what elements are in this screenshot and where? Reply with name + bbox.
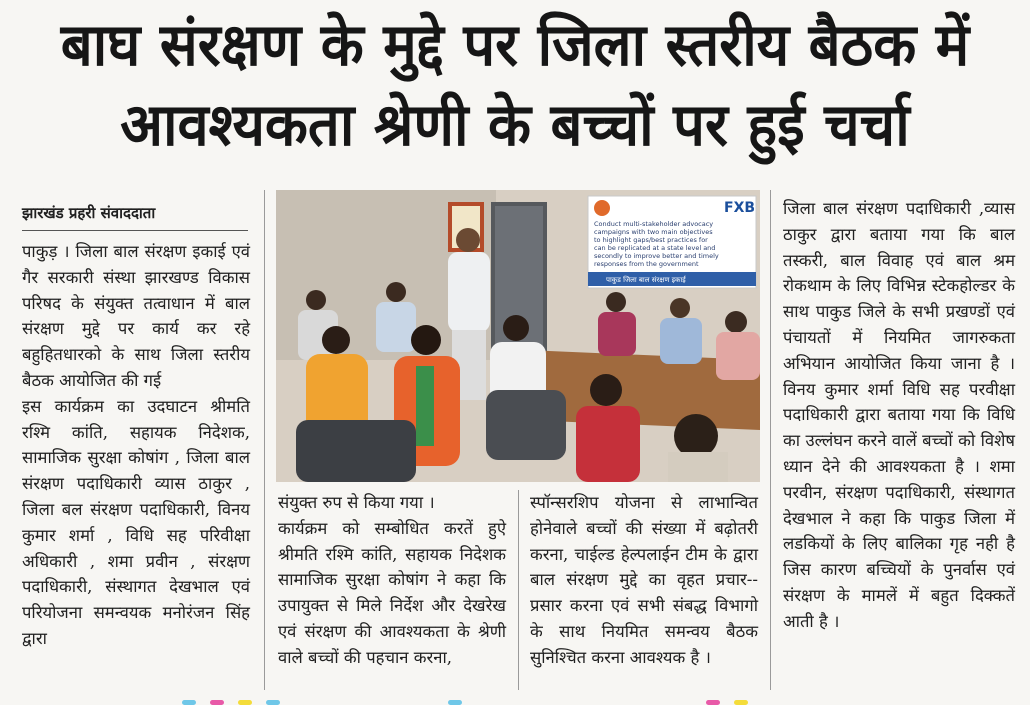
registration-mark <box>210 700 224 705</box>
article-column-2 <box>278 490 506 671</box>
meeting-photo-illustration <box>276 190 760 482</box>
registration-mark <box>706 700 720 705</box>
column-divider <box>770 190 771 690</box>
paragraph: संयुक्त रुप से किया गया । <box>278 493 435 512</box>
registration-mark <box>182 700 196 705</box>
registration-mark <box>734 700 748 705</box>
column-divider <box>518 490 519 690</box>
registration-mark <box>238 700 252 705</box>
column-divider <box>264 190 265 690</box>
paragraph: स्पॉन्सरशिप योजना से लाभान्वित होनेवाले बच्चों की संख्या में बढ़ोतरी करना, चाईल्ड हेल्पलाईन टीम के द्वारा बाल संरक्षण मुद्दे का वृहत प्रचार--प्रसार करना एवं सभी संबद्ध विभागो के साथ नियमित समन्वय बैठक सुनिश्चित करना आवश्यक है । <box>530 493 758 667</box>
headline-line-2: आवश्यकता श्रेणी के बच्चों पर हुई चर्चा <box>120 91 910 160</box>
banner-text-line: responses from the government <box>594 260 699 268</box>
registration-mark <box>448 700 462 705</box>
registration-mark <box>266 700 280 705</box>
headline <box>0 6 1030 166</box>
banner-text-line: campaigns with two main objectives <box>594 228 713 236</box>
paragraph: पाकुड़ । जिला बाल संरक्षण इकाई एवं गैर सरकारी संस्था झारखण्ड विकास परिषद के संयुक्त तत्वाधान में बाल संरक्षण मुद्दे पर कार्य कर रहे बहुहितधारको के साथ जिला स्तरीय बैठक आयोजित की गई <box>22 242 250 390</box>
banner-text-line: to highlight gaps/best practices for <box>594 236 708 244</box>
banner-text-line: Conduct multi-stakeholder advocacy <box>594 220 714 228</box>
paragraph: कार्यक्रम को सम्बोधित करतें हुऐ श्रीमति रश्मि कांति, सहायक निदेशक सामाजिक सुरक्षा कोषांग ने कहा कि उपायुक्त से मिले निर्देश और देखरेख एवं संरक्षण की आवश्यकता के श्रेणी वाले बच्चों की पहचान करना, <box>278 518 506 667</box>
paragraph: इस कार्यक्रम का उदघाटन श्रीमति रश्मि कांति, सहायक निदेशक, सामाजिक सुरक्षा कोषांग , जिला बाल संरक्षण पदाधिकारी व्यास ठाकुर , जिला बल संरक्षण पदाधिकारी, विनय कुमार शर्मा , विधि सह परिवीक्षा अधिकारी , शमा प्रवीन , संरक्षण पदाधिकारी, संस्थागत देखभाल एवं परियोजना समन्वयक मनोरंजन सिंह द्वारा <box>22 396 250 648</box>
paragraph: जिला बाल संरक्षण पदाधिकारी ,व्यास ठाकुर द्वारा बताया गया कि बाल तस्करी, बाल विवाह एवं बाल श्रम रोकथाम के लिए विभिन्न स्टेकहोल्डर के साथ पाकुड जिले के सभी प्रखण्डों एवं पंचायतों में नियमित जागरुकता अभियान आयोजित किया जाना है । विनय कुमार शर्मा विधि सह परवीक्षा पदाधिकारी द्वारा बताया गया कि विधि का उल्लंघन करने वालें बच्चों को विशेष ध्यान देने की आवश्यकता है । शमा परवीन, संरक्षण पदाधिकारी, संस्थागत देखभाल ने कहा कि पाकुड जिला में लडकियों के लिए बालिका गृह नही है जिस कारण बच्चियों के पुनर्वास एवं संरक्षण के मामलें में बहुत दिक्कतें आती है । <box>783 199 1015 631</box>
headline-line-1: बाघ संरक्षण के मुद्दे पर जिला स्तरीय बैठक में <box>60 11 970 80</box>
banner-text-line: can be replicated at a state level and <box>594 244 716 252</box>
article-column-4 <box>783 196 1015 635</box>
banner-text-line: secondly to improve better and timely <box>594 252 719 260</box>
article-column-3 <box>530 490 758 671</box>
banner-logo: FXB <box>724 200 756 216</box>
article-column-1 <box>22 200 250 652</box>
byline: झारखंड प्रहरी संवाददाता <box>22 200 248 231</box>
news-photo <box>276 190 760 482</box>
print-registration-marks <box>0 697 1030 705</box>
banner-hindi-text: पाकुड जिला बाल संरक्षण इकाई <box>606 276 686 284</box>
